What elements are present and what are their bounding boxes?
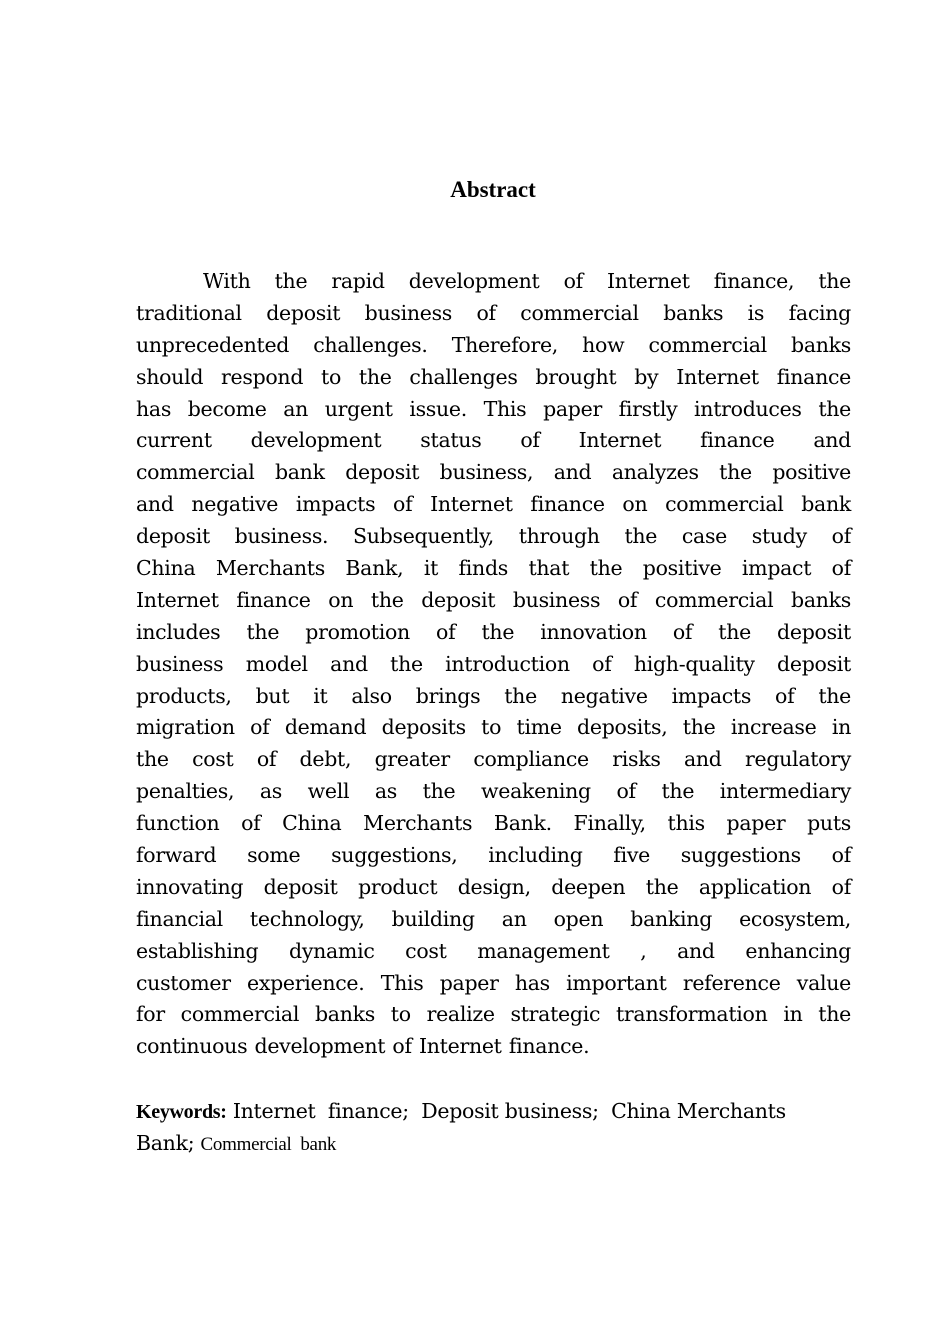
abstract-line: the cost of debt, greater compliance risks and regulatory bbox=[136, 747, 851, 772]
keywords-text: Bank; bbox=[136, 1131, 195, 1155]
abstract-line: innovating deposit product design, deepen the application of bbox=[136, 874, 851, 899]
abstract-line: has become an urgent issue. This paper firstly introduces the bbox=[136, 396, 851, 421]
abstract-line: commercial bank deposit business, and analyzes the positive bbox=[136, 460, 851, 485]
abstract-line: establishing dynamic cost management , and enhancing bbox=[136, 938, 851, 963]
abstract-line: unprecedented challenges. Therefore, how commercial banks bbox=[136, 332, 851, 357]
abstract-line: deposit business. Subsequently, through the case study of bbox=[136, 524, 851, 549]
abstract-line: Internet finance on the deposit business of commercial banks bbox=[136, 587, 851, 612]
abstract-line: penalties, as well as the weakening of the intermediary bbox=[136, 779, 851, 804]
abstract-line: China Merchants Bank, it finds that the positive impact of bbox=[136, 556, 851, 581]
abstract-line: should respond to the challenges brought by Internet finance bbox=[136, 364, 851, 389]
abstract-line: migration of demand deposits to time deposits, the increase in bbox=[136, 715, 851, 740]
abstract-body bbox=[136, 266, 851, 1063]
keywords-line-1 bbox=[136, 1095, 851, 1127]
abstract-title: Abstract bbox=[450, 177, 536, 202]
keywords-line-2 bbox=[136, 1127, 851, 1159]
keywords-text: Commercial bank bbox=[200, 1134, 337, 1155]
abstract-line: products, but it also brings the negative impacts of the bbox=[136, 683, 851, 708]
keywords-text: Internet finance; Deposit business; China Merchants bbox=[232, 1099, 786, 1123]
abstract-line: and negative impacts of Internet finance on commercial bank bbox=[136, 492, 851, 517]
abstract-line: includes the promotion of the innovation of the deposit bbox=[136, 619, 851, 644]
abstract-line: for commercial banks to realize strategic transformation in the bbox=[136, 1002, 851, 1027]
abstract-line: With the rapid development of Internet finance, the bbox=[203, 269, 851, 293]
keywords-section bbox=[136, 1095, 851, 1159]
abstract-line: current development status of Internet finance and bbox=[136, 428, 851, 453]
abstract-line: financial technology, building an open banking ecosystem, bbox=[136, 906, 851, 931]
abstract-line: customer experience. This paper has important reference value bbox=[136, 970, 851, 995]
abstract-line: traditional deposit business of commercial banks is facing bbox=[136, 300, 851, 325]
abstract-line: function of China Merchants Bank. Finally, this paper puts bbox=[136, 811, 851, 836]
abstract-line: continuous development of Internet finance. bbox=[136, 1034, 590, 1059]
abstract-line: business model and the introduction of high-quality deposit bbox=[136, 651, 851, 676]
keywords-label: Keywords: bbox=[136, 1101, 227, 1123]
abstract-line: forward some suggestions, including five suggestions of bbox=[136, 843, 851, 868]
